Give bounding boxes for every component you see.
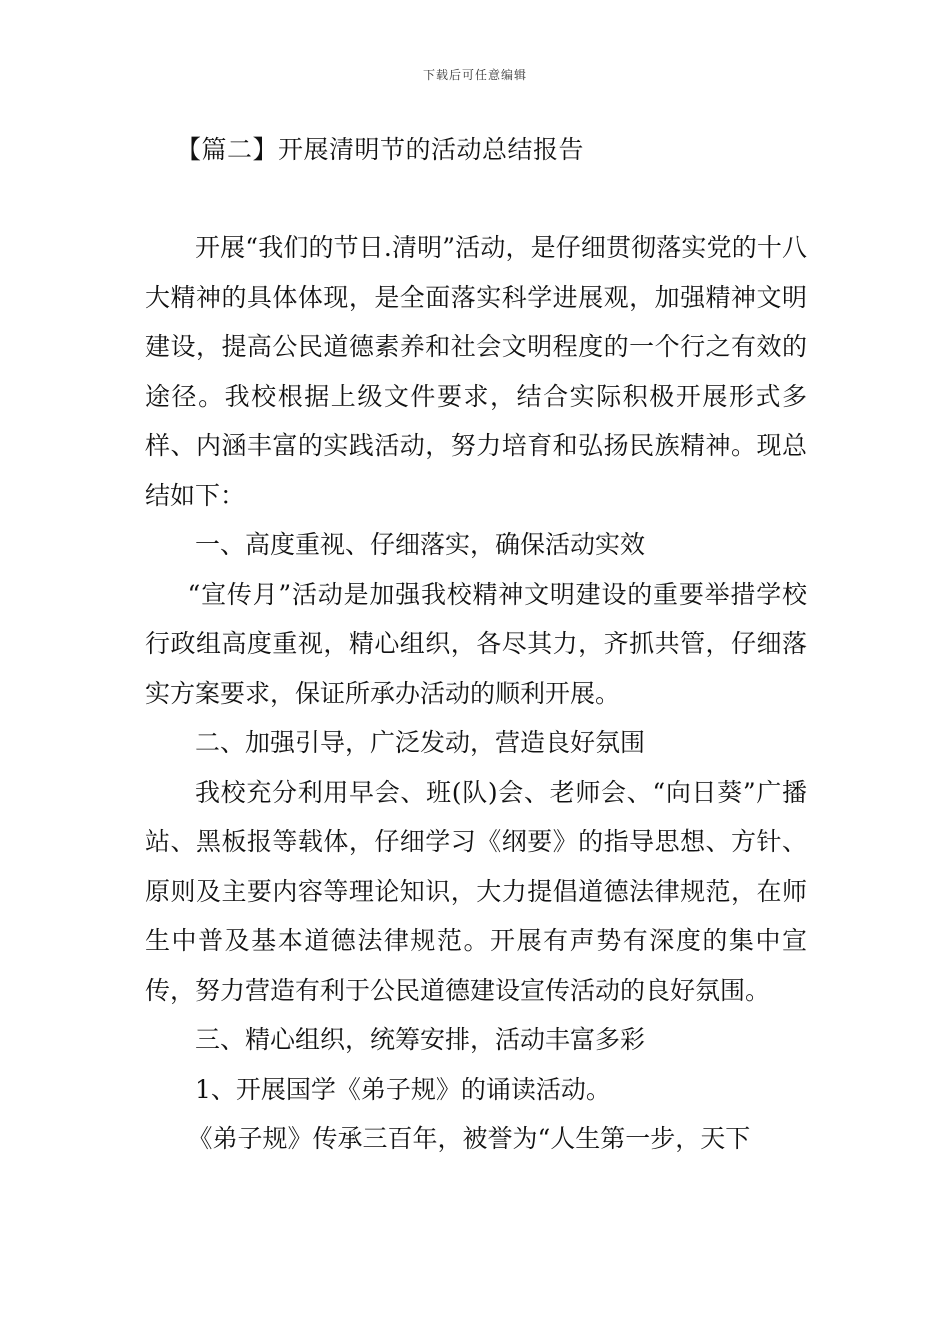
document-body (145, 223, 807, 1164)
section-heading-2: 二、加强引导，广泛发动，营造良好氛围 (195, 728, 646, 757)
subsection-heading-1: 1、开展国学《弟子规》的诵读活动。 (195, 1074, 611, 1104)
paragraph-subsection-1: 《弟子规》传承三百年，被誉为“人生第一步，天下 (187, 1124, 751, 1153)
section-heading-1: 一、高度重视、仔细落实，确保活动实效 (195, 530, 646, 559)
paragraph-intro: 开展“我们的节日.清明”活动，是仔细贯彻落实党的十八大精神的具体体现，是全面落实科学进展观，加强精神文明建设，提高公民道德素养和社会文明程度的一个行之有效的途径。我校根据上级文件要求，结合实际积极开展形式多样、内涵丰富的实践活动，努力培育和弘扬民族精神。现总结如下： (145, 233, 807, 510)
header-note: 下载后可任意编辑 (422, 68, 527, 82)
paragraph-section-1: “宣传月”活动是加强我校精神文明建设的重要举措学校行政组高度重视，精心组织，各尽其力，齐抓共管，仔细落实方案要求，保证所承办活动的顺利开展。 (145, 579, 807, 708)
section-heading-3: 三、精心组织，统筹安排，活动丰富多彩 (195, 1025, 646, 1054)
paragraph-section-2: 我校充分利用早会、班(队)会、老师会、“向日葵”广播站、黑板报等载体，仔细学习《纲要》的指导思想、方针、原则及主要内容等理论知识，大力提倡道德法律规范，在师生中普及基本道德法律规范。开展有声势有深度的集中宣传，努力营造有利于公民道德建设宣传活动的良好氛围。 (145, 777, 807, 1005)
document-title: 【篇二】开展清明节的活动总结报告 (176, 135, 585, 164)
